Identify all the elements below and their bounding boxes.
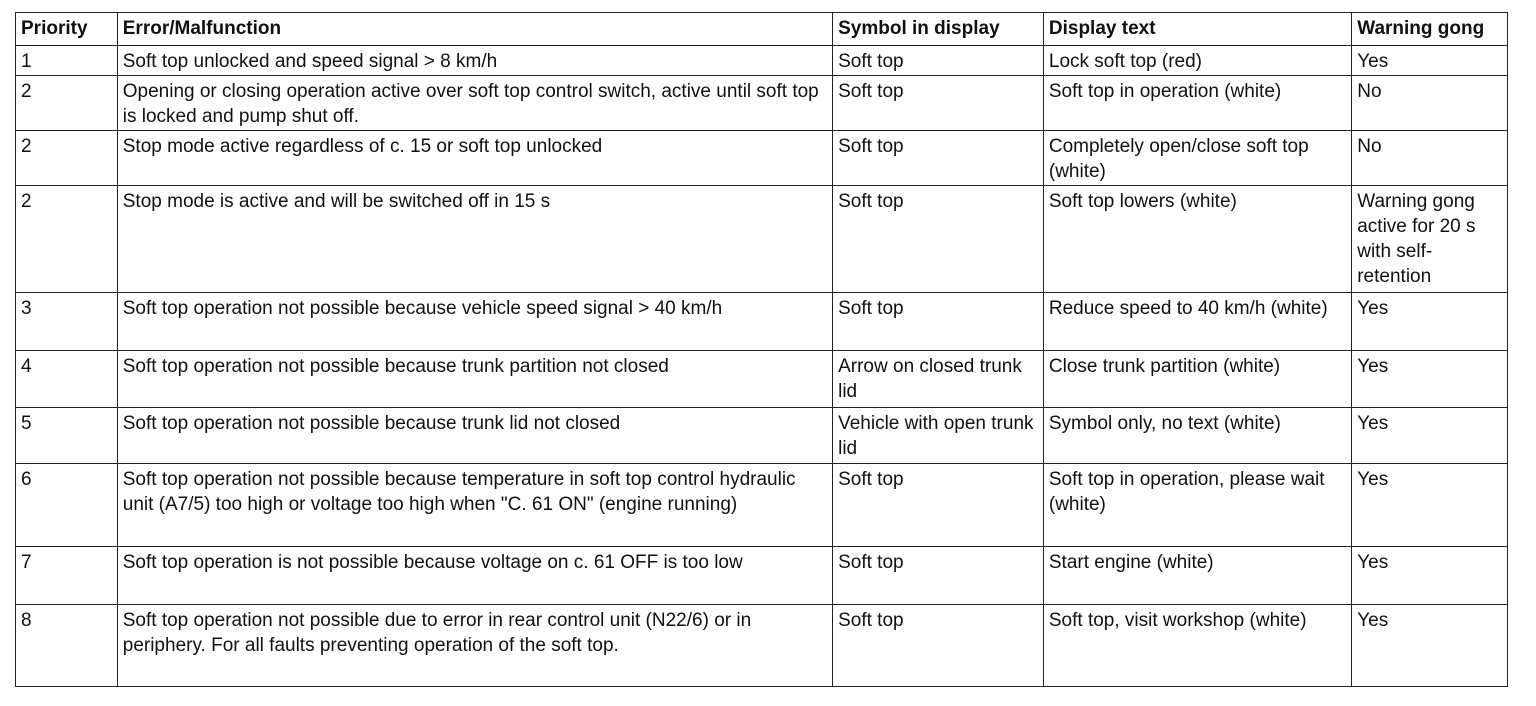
- cell-warning-gong: Yes: [1352, 46, 1508, 76]
- cell-priority: 3: [16, 293, 118, 351]
- cell-display-text: Soft top in operation, please wait (white): [1043, 464, 1351, 547]
- table-row: [16, 46, 1508, 76]
- cell-display-text: Lock soft top (red): [1043, 46, 1351, 76]
- cell-display-text: Soft top in operation (white): [1043, 76, 1351, 131]
- table-row: [16, 408, 1508, 464]
- cell-symbol: Soft top: [833, 46, 1044, 76]
- cell-warning-gong: Yes: [1352, 408, 1508, 464]
- cell-symbol: Soft top: [833, 293, 1044, 351]
- cell-error: Stop mode active regardless of c. 15 or soft top unlocked: [117, 131, 832, 186]
- cell-priority: 2: [16, 76, 118, 131]
- table-row: [16, 547, 1508, 605]
- cell-display-text: Symbol only, no text (white): [1043, 408, 1351, 464]
- header-error: Error/Malfunction: [117, 13, 832, 46]
- cell-display-text: Close trunk partition (white): [1043, 351, 1351, 408]
- cell-warning-gong: No: [1352, 76, 1508, 131]
- cell-error: Soft top operation not possible because trunk lid not closed: [117, 408, 832, 464]
- cell-error: Soft top operation not possible because vehicle speed signal > 40 km/h: [117, 293, 832, 351]
- cell-error: Opening or closing operation active over soft top control switch, active until soft top is locked and pump shut off.: [117, 76, 832, 131]
- cell-warning-gong: Yes: [1352, 547, 1508, 605]
- cell-warning-gong: Yes: [1352, 351, 1508, 408]
- cell-symbol: Soft top: [833, 464, 1044, 547]
- cell-priority: 6: [16, 464, 118, 547]
- cell-priority: 7: [16, 547, 118, 605]
- cell-warning-gong: Yes: [1352, 464, 1508, 547]
- cell-symbol: Soft top: [833, 131, 1044, 186]
- table-row: [16, 186, 1508, 293]
- cell-priority: 5: [16, 408, 118, 464]
- header-warning-gong: Warning gong: [1352, 13, 1508, 46]
- cell-priority: 1: [16, 46, 118, 76]
- cell-warning-gong: Yes: [1352, 605, 1508, 687]
- cell-error: Soft top operation not possible because temperature in soft top control hydraulic unit (A7/5) too high or voltage too high when "C. 61 ON" (engine running): [117, 464, 832, 547]
- cell-priority: 2: [16, 131, 118, 186]
- cell-priority: 8: [16, 605, 118, 687]
- cell-priority: 4: [16, 351, 118, 408]
- table-header-row: [16, 13, 1508, 46]
- cell-display-text: Start engine (white): [1043, 547, 1351, 605]
- cell-warning-gong: Warning gong active for 20 s with self-retention: [1352, 186, 1508, 293]
- header-symbol: Symbol in display: [833, 13, 1044, 46]
- cell-display-text: Reduce speed to 40 km/h (white): [1043, 293, 1351, 351]
- cell-symbol: Vehicle with open trunk lid: [833, 408, 1044, 464]
- cell-symbol: Soft top: [833, 547, 1044, 605]
- cell-error: Stop mode is active and will be switched off in 15 s: [117, 186, 832, 293]
- cell-display-text: Completely open/close soft top (white): [1043, 131, 1351, 186]
- cell-symbol: Arrow on closed trunk lid: [833, 351, 1044, 408]
- soft-top-malfunction-table: [15, 12, 1508, 687]
- table-row: [16, 605, 1508, 687]
- header-display-text: Display text: [1043, 13, 1351, 46]
- cell-symbol: Soft top: [833, 76, 1044, 131]
- table-row: [16, 351, 1508, 408]
- cell-error: Soft top operation not possible because trunk partition not closed: [117, 351, 832, 408]
- cell-display-text: Soft top lowers (white): [1043, 186, 1351, 293]
- table-row: [16, 293, 1508, 351]
- cell-error: Soft top unlocked and speed signal > 8 km/h: [117, 46, 832, 76]
- table-row: [16, 131, 1508, 186]
- cell-error: Soft top operation not possible due to error in rear control unit (N22/6) or in periphery. For all faults preventing operation of the soft top.: [117, 605, 832, 687]
- table-row: [16, 76, 1508, 131]
- cell-priority: 2: [16, 186, 118, 293]
- cell-symbol: Soft top: [833, 605, 1044, 687]
- table-row: [16, 464, 1508, 547]
- cell-error: Soft top operation is not possible because voltage on c. 61 OFF is too low: [117, 547, 832, 605]
- cell-display-text: Soft top, visit workshop (white): [1043, 605, 1351, 687]
- cell-symbol: Soft top: [833, 186, 1044, 293]
- header-priority: Priority: [16, 13, 118, 46]
- cell-warning-gong: Yes: [1352, 293, 1508, 351]
- cell-warning-gong: No: [1352, 131, 1508, 186]
